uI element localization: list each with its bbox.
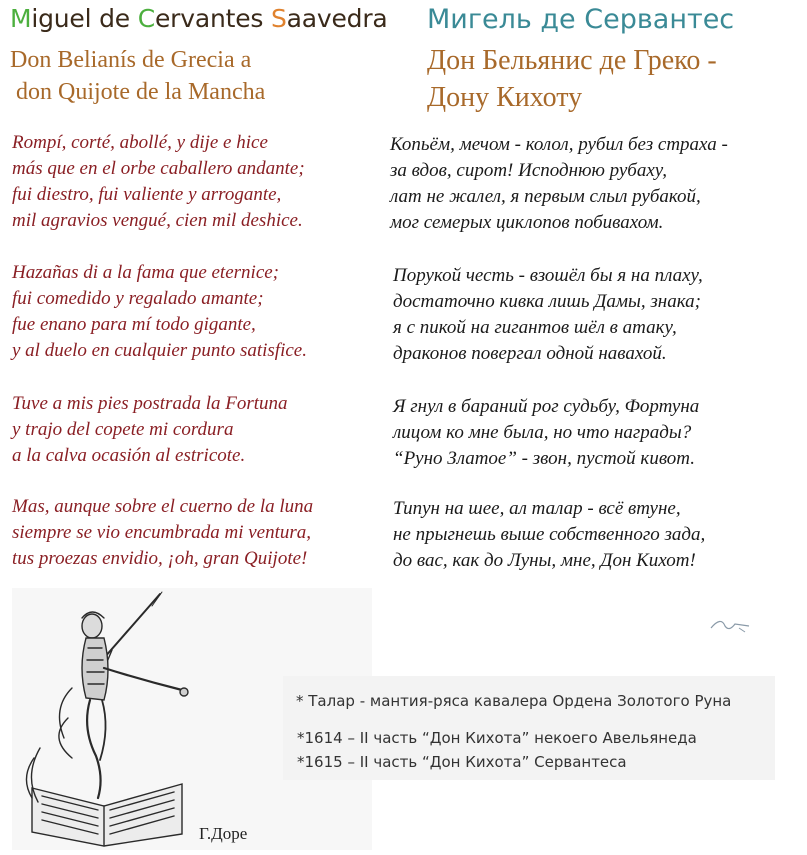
verse-line: más que en el orbe caballero andante; bbox=[12, 158, 305, 179]
stanza-ru-3 bbox=[393, 394, 699, 472]
verse-line: за вдов, сирот! Исподнюю рубаху, bbox=[390, 160, 668, 181]
footnotes-box bbox=[283, 676, 775, 780]
verse-line: siempre se vio encumbrada mi ventura, bbox=[12, 522, 312, 543]
verse-line: y al duelo en cualquier punto satisfice. bbox=[12, 340, 307, 361]
stanza-es-2 bbox=[12, 260, 307, 364]
author-name-ru: Мигель де Сервантес bbox=[427, 4, 735, 35]
verse-line: Tuve a mis pies postrada la Fortuna bbox=[12, 393, 288, 414]
verse-line: я с пикой на гигантов шёл в атаку, bbox=[393, 317, 677, 338]
verse-line: fui comedido y regalado amante; bbox=[12, 288, 264, 309]
verse-line: “Руно Златое” - звон, пустой кивот. bbox=[393, 448, 696, 469]
verse-line: fui diestro, fui valiente y arrogante, bbox=[12, 184, 282, 205]
poem-title-es-line: Don Belianís de Grecia a bbox=[10, 47, 252, 73]
author-name-part: aavedra bbox=[286, 4, 388, 33]
stanza-es-4 bbox=[12, 494, 313, 572]
verse-line: a la calva ocasión al estricote. bbox=[12, 445, 246, 466]
stanza-ru-1 bbox=[390, 132, 728, 236]
verse-line: до вас, как до Луны, мне, Дон Кихот! bbox=[393, 550, 696, 571]
author-name-part: ervantes bbox=[154, 4, 271, 33]
author-initial: C bbox=[137, 4, 155, 33]
verse-line: Mas, aunque sobre el cuerno de la luna bbox=[12, 496, 314, 517]
verse-line: mil agravios vengué, cien mil deshice. bbox=[12, 210, 303, 231]
verse-line: мог семерых циклопов побивахом. bbox=[390, 212, 664, 233]
verse-line: tus proezas envidio, ¡oh, gran Quijote! bbox=[12, 548, 308, 569]
verse-line: Типун на шее, ал талар - всё втуне, bbox=[393, 498, 681, 519]
verse-line: достаточно кивка лишь Дамы, знака; bbox=[393, 291, 701, 312]
stanza-ru-4 bbox=[393, 496, 705, 574]
footnote-1615: *1615 – II часть “Дон Кихота” Сервантеса bbox=[297, 753, 627, 771]
poem-title-es bbox=[10, 44, 265, 108]
author-initial: S bbox=[270, 4, 287, 33]
verse-line: y trajo del copete mi cordura bbox=[12, 419, 234, 440]
poem-title-ru-line: Дону Кихоту bbox=[427, 82, 583, 113]
poem-title-es-line: don Quijote de la Mancha bbox=[10, 79, 266, 105]
author-initial: M bbox=[10, 4, 32, 33]
footnote-talar: * Талар - мантия-ряса кавалера Ордена Золотого Руна bbox=[296, 692, 732, 710]
verse-line: лат не жалел, я первым слыл рубакой, bbox=[390, 186, 701, 207]
author-name-part: iguel de bbox=[31, 4, 138, 33]
footnote-1614: *1614 – II часть “Дон Кихота” некоего Авельянеда bbox=[297, 729, 697, 747]
stanza-es-1 bbox=[12, 130, 305, 234]
verse-line: лицом ко мне была, но что награды? bbox=[393, 422, 692, 443]
stanza-ru-2 bbox=[393, 263, 703, 367]
verse-line: Копьём, мечом - колол, рубил без страха - bbox=[390, 134, 728, 155]
signature-icon bbox=[705, 612, 755, 636]
stanza-es-3 bbox=[12, 391, 288, 469]
verse-line: Hazañas di a la fama que eternice; bbox=[12, 262, 280, 283]
poem-title-ru-line: Дон Бельянис де Греко - bbox=[427, 45, 717, 76]
verse-line: Я гнул в бараний рог судьбу, Фортуна bbox=[393, 396, 700, 417]
poem-title-ru bbox=[427, 42, 717, 116]
verse-line: Rompí, corté, abollé, y dije e hice bbox=[12, 132, 268, 153]
verse-line: Порукой честь - взошёл бы я на плаху, bbox=[393, 265, 703, 286]
verse-line: fue enano para mí todo gigante, bbox=[12, 314, 256, 335]
verse-line: драконов повергал одной навахой. bbox=[393, 343, 667, 364]
verse-line: не прыгнешь выше собственного зада, bbox=[393, 524, 706, 545]
author-name-es bbox=[10, 4, 388, 33]
illustration-caption: Г.Доре bbox=[199, 824, 248, 843]
